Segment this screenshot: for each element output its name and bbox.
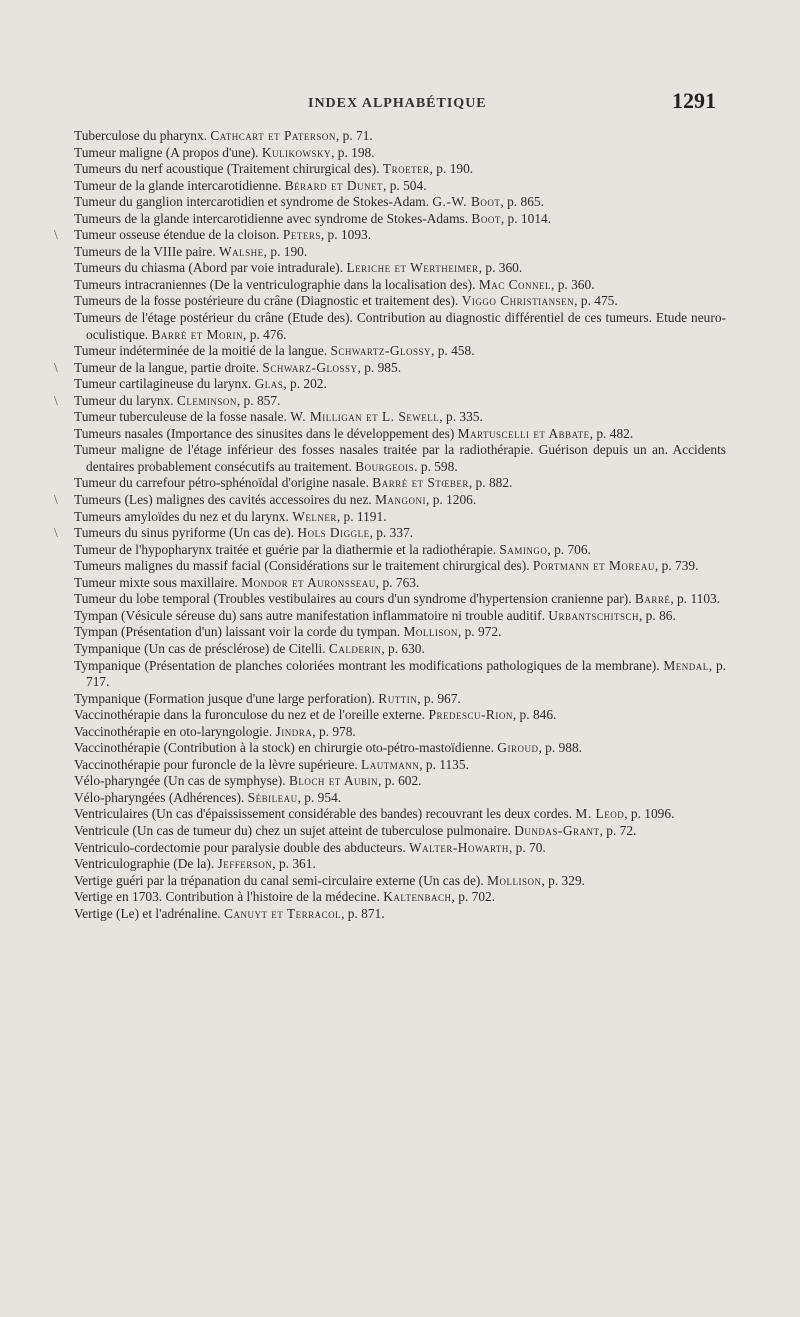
entry-page-ref: , p. 72. [599, 822, 637, 838]
entry-page-ref: , p. 988. [538, 740, 582, 756]
entry-subject: Tumeur mixte sous maxillaire. [74, 574, 242, 590]
entry-subject: Tympan (Présentation d'un) laissant voir la corde du tympan. [74, 624, 404, 640]
entry-page-ref: , p. 739. [654, 558, 699, 574]
index-entry [74, 724, 726, 741]
index-entry [74, 790, 726, 807]
entry-subject: Tumeurs du nerf acoustique (Traitement chirurgical des). [74, 161, 383, 177]
index-entry [74, 161, 726, 178]
entry-subject: Tumeurs de la glande intercarotidienne avec syndrome de Stokes-Adams. [74, 210, 472, 226]
entry-author: Boot [471, 210, 501, 226]
entry-subject: Ventriculo-cordectomie pour paralysie double des abducteurs. [74, 839, 410, 855]
index-entry [74, 575, 726, 592]
entry-subject: Ventricule (Un cas de tumeur du) chez un sujet atteint de tuberculose pulmonaire. [74, 822, 515, 838]
entry-author: Canuyt et Terracol [224, 905, 342, 921]
entry-page-ref: , p. 717. [86, 657, 726, 690]
entry-page-ref: , p. 476. [243, 326, 287, 342]
entry-subject: Tumeur de la glande intercarotidienne. [74, 177, 285, 193]
margin-mark: \ [54, 392, 58, 408]
entry-page-ref: , p. 70. [508, 839, 546, 855]
entry-page-ref: , p. 978. [312, 723, 356, 739]
entry-author: Viggo Christiansen [461, 293, 575, 309]
running-title: INDEX ALPHABÉTIQUE [308, 96, 487, 111]
margin-mark: \ [54, 227, 58, 243]
entry-author: Barré et Stœber [372, 475, 469, 491]
index-entry [74, 244, 726, 261]
entry-author: G.-W. Boot [432, 194, 501, 210]
entry-author: Mangoni [375, 492, 426, 508]
entry-author: Giroud [497, 740, 539, 756]
entry-page-ref: , p. 954. [297, 789, 342, 805]
entry-author: Jefferson [217, 856, 273, 872]
entry-subject: Tumeur osseuse étendue de la cloison. [74, 227, 283, 243]
entry-subject: Tumeurs (Les) malignes des cavités accessoires du nez. [74, 492, 376, 508]
index-entry [74, 509, 726, 526]
entry-author: Schwarz-Glossy [262, 359, 358, 375]
entry-page-ref: , p. 458. [431, 343, 475, 359]
entry-author: Sébileau [247, 789, 298, 805]
entry-page-ref: , p. 865. [500, 194, 544, 210]
index-entry [74, 856, 726, 873]
index-entry [74, 376, 726, 393]
index-entry [74, 740, 726, 757]
entry-subject: Tumeur indéterminée de la moitié de la langue. [74, 343, 331, 359]
entry-page-ref: , p. 335. [439, 409, 483, 425]
entry-page-ref: , p. 1135. [419, 756, 469, 772]
entry-author: M. Leod [575, 806, 625, 822]
entry-page-ref: , p. 882. [468, 475, 513, 491]
entry-subject: Tympanique (Formation jusque d'une large perforation). [74, 690, 379, 706]
entry-subject: Vaccinothérapie dans la furonculose du nez et de l'oreille externe. [74, 707, 429, 723]
entry-page-ref: , p. 1103. [670, 591, 721, 607]
entry-subject: Tumeur de la langue, partie droite. [74, 359, 263, 375]
entry-author: W. Milligan et L. Sewell [290, 409, 440, 425]
margin-mark: \ [54, 525, 58, 541]
entry-author: Schwartz-Glossy [330, 343, 432, 359]
entry-subject: Tumeurs malignes du massif facial (Considérations sur le traitement chirurgical des). [74, 558, 533, 574]
entry-subject: Vaccinothérapie pour furoncle de la lèvre supérieure. [74, 756, 362, 772]
index-entry [74, 178, 726, 195]
entry-author: Mollison [403, 624, 458, 640]
entry-author: Ruttin [378, 690, 418, 706]
entry-author: Mac Connel [478, 276, 552, 292]
entry-page-ref: , p. 329. [541, 872, 585, 888]
entry-subject: Tumeurs nasales (Importance des sinusites dans le développement des) [74, 425, 458, 441]
entry-author: Bloch et Aubin [288, 773, 378, 789]
page-number: 1291 [672, 88, 716, 113]
index-entry [74, 889, 726, 906]
entry-author: Barré [634, 591, 671, 607]
entry-subject: Tumeurs du sinus pyriforme (Un cas de). [74, 525, 298, 541]
index-entry [74, 475, 726, 492]
entry-subject: Tumeur tuberculeuse de la fosse nasale. [74, 409, 291, 425]
entry-page-ref: , p. 190. [263, 243, 308, 259]
index-entry [74, 840, 726, 857]
index-entry [74, 773, 726, 790]
entry-author: Bérard et Dunet [284, 177, 384, 193]
entry-author: Troeter [382, 161, 430, 177]
index-entry [54, 392, 726, 410]
index-entry [74, 591, 726, 608]
entry-page-ref: , p. 1096. [624, 806, 675, 822]
entry-subject: Vélo-pharyngées (Adhérences). [74, 789, 248, 805]
entry-subject: Tympanique (Un cas de présclérose) de Citelli. [74, 640, 329, 656]
entry-page-ref: , p. 482. [589, 425, 634, 441]
entry-author: Glas [254, 376, 284, 392]
index-entries [54, 128, 726, 922]
entry-author: Clemınson [176, 392, 237, 408]
entry-author: Cathcart et Paterson [210, 128, 336, 143]
entry-author: Urbantschitsch [548, 607, 639, 623]
entry-page-ref: , p. 1206. [426, 492, 477, 508]
entry-subject: Vaccinothérapie (Contribution à la stock) en chirurgie oto-pétro-mastoïdienne. [74, 740, 498, 756]
index-entry [74, 542, 726, 559]
entry-author: Peters [282, 227, 321, 243]
entry-page-ref: , p. 763. [375, 574, 420, 590]
index-entry [74, 906, 726, 923]
entry-author: Mondor et Auronsseau [241, 574, 376, 590]
index-entry [74, 442, 726, 475]
entry-page-ref: , p. 361. [272, 856, 316, 872]
entry-page-ref: , p. 706. [547, 541, 591, 557]
entry-subject: Tumeurs de la fosse postérieure du crâne (Diagnostic et traitement des). [74, 293, 462, 309]
entry-subject: Tympanique (Présentation de planches coloriées montrant les modifications pathologiques de la membrane). [74, 657, 664, 673]
entry-author: Dundas-Grant [514, 822, 600, 838]
index-entry [74, 873, 726, 890]
entry-page-ref: , p. 504. [383, 177, 427, 193]
entry-page-ref: , p. 86. [638, 607, 676, 623]
entry-page-ref: , p. 846. [512, 707, 557, 723]
entry-author: Hols Diggle [297, 525, 370, 541]
index-entry [74, 558, 726, 575]
entry-subject: Tumeur maligne (A propos d'une). [74, 144, 262, 160]
entry-page-ref: , p. 1014. [500, 210, 552, 226]
index-entry [74, 343, 726, 360]
index-entry [74, 806, 726, 823]
index-entry [74, 310, 726, 343]
entry-subject: Tumeurs intracraniennes (De la ventriculographie dans la localisation des). [74, 276, 479, 292]
entry-page-ref: , p. 360. [551, 276, 595, 292]
entry-page-ref: , p. 1191. [336, 508, 387, 524]
entry-subject: Vertige guéri par la trépanation du canal semi-circulaire externe (Un cas de). [74, 872, 488, 888]
entry-subject: Tumeurs de la VIIIe paire. [74, 243, 220, 259]
index-entry [74, 608, 726, 625]
entry-author: Barré et Morin [151, 326, 243, 342]
index-entry [74, 211, 726, 228]
entry-subject: Tumeur du carrefour pétro-sphénoïdal d'origine nasale. [74, 475, 373, 491]
entry-author: Mendal [663, 657, 709, 673]
entry-subject: Tuberculose du pharynx. [74, 128, 211, 143]
entry-subject: Vélo-pharyngée (Un cas de symphyse). [74, 773, 289, 789]
entry-page-ref: , p. 71. [335, 128, 373, 143]
index-entry [74, 757, 726, 774]
entry-author: Jindra [275, 723, 313, 739]
entry-subject: Tumeurs amyloïdes du nez et du larynx. [74, 508, 293, 524]
page-header [0, 88, 800, 118]
entry-author: Welner [292, 508, 337, 524]
entry-subject: Tumeur du larynx. [74, 392, 177, 408]
entry-page-ref: , p. 871. [341, 905, 385, 921]
entry-subject: Tumeur de l'hypopharynx traitée et guérie par la diathermie et la radiothérapie. [74, 541, 500, 557]
entry-subject: Tumeurs de l'étage postérieur du crâne (Etude des). Contribution au diagnostic différentiel de ces tumeurs. Etude neuro-oculistique. [74, 310, 726, 342]
entry-subject: Tympan (Vésicule séreuse du) sans autre manifestation inflammatoire ni trouble auditif. [74, 607, 549, 623]
entry-author: Leriche et Wertheimer [346, 260, 479, 276]
entry-subject: Tumeur du lobe temporal (Troubles vestibulaires au cours d'un syndrome d'hypertension cranienne par). [74, 591, 635, 607]
entry-subject: Tumeurs du chiasma (Abord par voie intradurale). [74, 260, 347, 276]
entry-author: Kulikowsky [261, 144, 332, 160]
index-entry [74, 707, 726, 724]
entry-author: Bourgeois [355, 458, 415, 474]
index-entry [74, 145, 726, 162]
entry-page-ref: , p. 475. [574, 293, 618, 309]
entry-author: Lautmann [361, 756, 420, 772]
entry-subject: Vaccinothérapie en oto-laryngologie. [74, 723, 276, 739]
entry-author: Walshe [219, 243, 264, 259]
index-entry [74, 426, 726, 443]
margin-mark: \ [54, 492, 58, 508]
index-entry [74, 658, 726, 691]
margin-mark: \ [54, 359, 58, 375]
index-entry [54, 525, 726, 542]
entry-author: Portmann et Moreau [532, 558, 655, 574]
entry-page-ref: . p. 598. [414, 458, 458, 474]
entry-page-ref: , p. 337. [369, 525, 414, 541]
entry-page-ref: , p. 602. [378, 773, 422, 789]
entry-author: Martuscelli et Abbate [457, 425, 590, 441]
entry-subject: Ventriculaires (Un cas d'épaississement considérable des bandes) recouvrant les deux cordes. [74, 806, 576, 822]
index-entry [74, 277, 726, 294]
index-entry [54, 492, 726, 509]
entry-subject: Tumeur cartilagineuse du larynx. [74, 376, 255, 392]
index-entry [74, 691, 726, 708]
entry-author: Calderin [328, 640, 382, 656]
entry-subject: Vertige en 1703. Contribution à l'histoire de la médecine. [74, 889, 384, 905]
index-entry [74, 194, 726, 211]
entry-subject: Tumeur du ganglion intercarotidien et syndrome de Stokes-Adam. [74, 194, 433, 210]
entry-author: Walter-Howarth [409, 839, 509, 855]
entry-subject: Ventriculographie (De la). [74, 856, 218, 872]
entry-page-ref: , p. 202. [283, 376, 327, 392]
entry-author: Kaltenbach [383, 889, 452, 905]
entry-page-ref: , p. 702. [451, 889, 496, 905]
entry-subject: Tumeur maligne de l'étage inférieur des fosses nasales traitée par la radiothérapie. Guérison depuis un an. Accidents dentaires probablement consécutifs au traitement. [74, 442, 726, 474]
index-entry [74, 409, 726, 426]
entry-page-ref: , p. 985. [357, 359, 402, 375]
index-entry [74, 624, 726, 641]
index-entry [54, 359, 726, 377]
entry-page-ref: , p. 857. [236, 392, 281, 408]
index-entry [54, 227, 726, 244]
entry-author: Mollison [487, 872, 542, 888]
entry-page-ref: , p. 190. [429, 161, 474, 177]
index-entry [74, 128, 726, 145]
index-entry [74, 260, 726, 277]
entry-page-ref: , p. 360. [478, 260, 523, 276]
index-entry [74, 641, 726, 658]
entry-author: Samingo [499, 541, 548, 557]
entry-page-ref: , p. 972. [457, 624, 502, 640]
entry-page-ref: , p. 630. [381, 640, 425, 656]
index-entry [74, 293, 726, 310]
entry-page-ref: , p. 1093. [320, 227, 372, 243]
index-entry [74, 823, 726, 840]
entry-author: Predescu-Rion [428, 707, 513, 723]
entry-subject: Vertige (Le) et l'adrénaline. [74, 905, 225, 921]
entry-page-ref: , p. 967. [417, 690, 461, 706]
entry-page-ref: , p. 198. [331, 144, 375, 160]
